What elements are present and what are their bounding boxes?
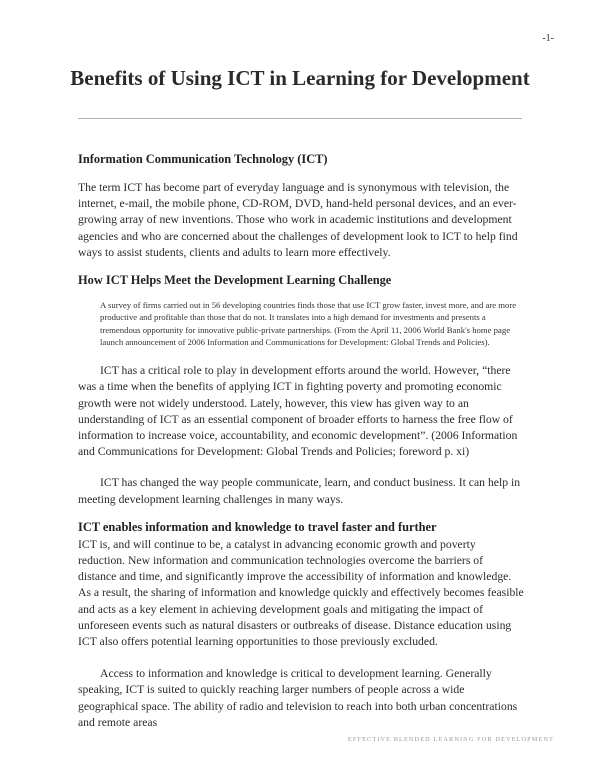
document-body bbox=[78, 151, 524, 731]
section-heading-travel-faster: ICT enables information and knowledge to travel faster and further bbox=[78, 519, 437, 534]
paragraph-critical-role: ICT has a critical role to play in development efforts around the world. However, “there was a time when the benefits of applying ICT in fighting poverty and promoting economic growth were not widely understood. Lately, however, this view has given way to an understanding of ICT as an essential component of broader efforts to harness the free flow of information to increase voice, accountability, and economic development”. (2006 Information and Communications for Development: Global Trends and Policies; foreword p. xi) bbox=[78, 364, 518, 459]
page-title: Benefits of Using ICT in Learning for Development bbox=[70, 66, 530, 90]
paragraph-catalyst: ICT is, and will continue to be, a catalyst in advancing economic growth and poverty reduction. New information and communication technologies overcome the barriers of distance and time, and significantly improve the accessibility of information and knowledge. As a result, the sharing of information and knowledge quickly and effectively becomes feasible and acts as a key element in achieving development goals and mitigating the impact of unforeseen events such as natural disasters or outbreaks of disease. Distance education using ICT also offers potential learning opportunities to those previously excluded. bbox=[78, 537, 524, 649]
paragraph-ict-changed: ICT has changed the way people communicate, learn, and conduct business. It can help in meeting development learning challenges in many ways. bbox=[78, 476, 521, 506]
block-quote-survey: A survey of firms carried out in 56 developing countries finds those that use ICT grow faster, invest more, and are more productive and profitable than those that do not. It translates into a high demand for investments and presents a tremendous opportunity for innovative public-private partnerships. (From the April 11, 2006 World Bank's home page launch announcement of 2006 Information and Communications for Development: Global Trends and Policies). bbox=[100, 300, 517, 347]
page-footer: EFFECTIVE BLENDED LEARNING FOR DEVELOPMENT bbox=[347, 736, 554, 743]
section-heading-ict: Information Communication Technology (ICT) bbox=[78, 152, 328, 166]
section-heading-development-challenge: How ICT Helps Meet the Development Learning Challenge bbox=[78, 273, 392, 288]
paragraph-ict-definition: The term ICT has become part of everyday language and is synonymous with television, the internet, e-mail, the mobile phone, CD-ROM, DVD, hand-held personal devices, and an ever-growing array of new inventions. Those who work in academic institutions and development agencies and who are concerned about the challenges of development look to ICT to help find ways to assist students, clients and adults to learn more effectively. bbox=[78, 181, 518, 259]
title-divider bbox=[78, 118, 522, 119]
page-number: -1- bbox=[542, 33, 554, 44]
paragraph-access: Access to information and knowledge is critical to development learning. Generally speaking, ICT is suited to quickly reaching larger numbers of people across a wide geographical space. The ability of radio and television to reach into both urban concentrations and remote areas bbox=[78, 667, 518, 729]
